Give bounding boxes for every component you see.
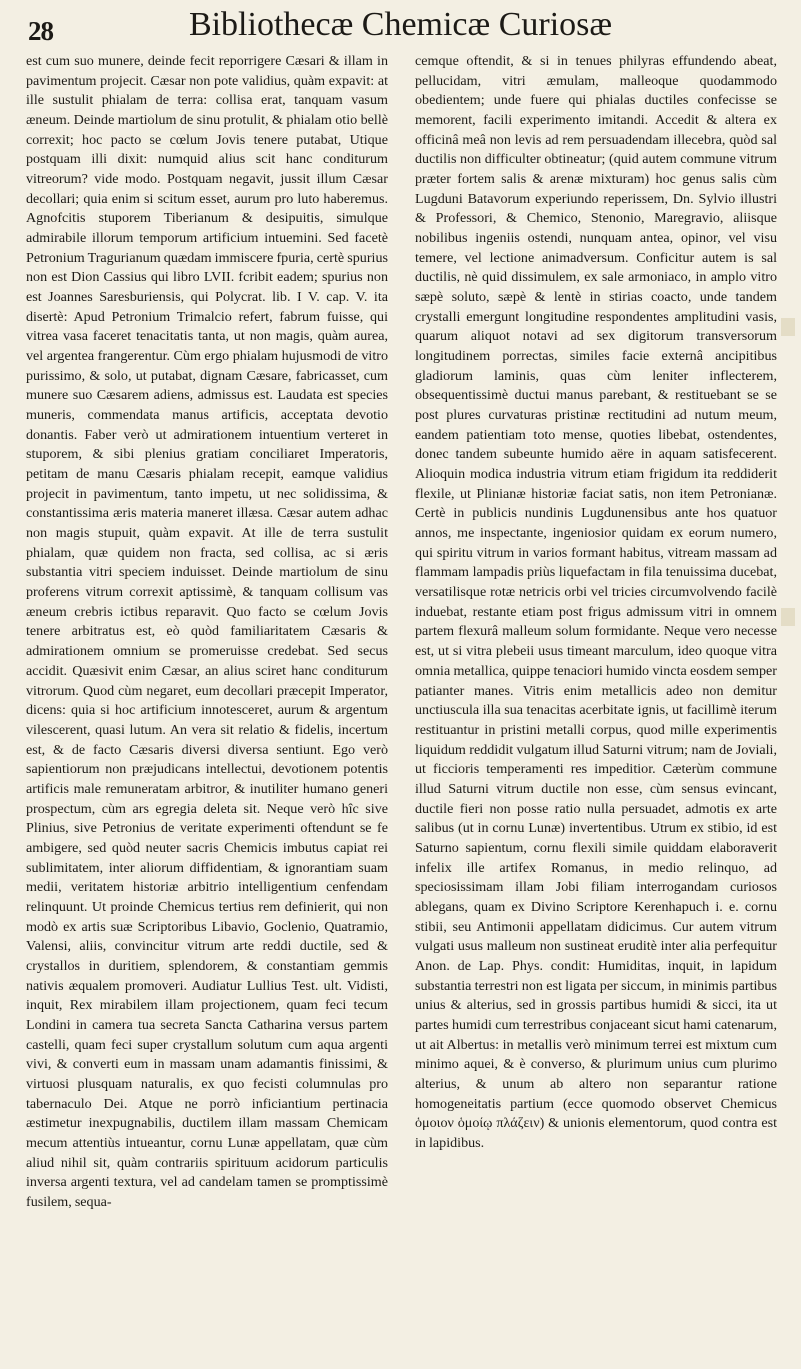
- page-header: [26, 6, 775, 52]
- text-columns: [26, 52, 777, 1360]
- page-edge-mark: [781, 318, 795, 336]
- right-column-text: cemque oftendit, & si in tenues philyras effundendo abeat, pellucidam, vitri æmulam, malleoque quodammodo obedientem; unde fuere qui phialas ductiles confecisse se memorent, facili experimento imitandi. Accedit & altera ex officinâ meâ non levis ad rem persuadendam illecebra, quòd sal ductilis non difficulter obtineatur; (quid autem commune vitrum præter fortem salis & arenæ mixturam) hoc genus salis cùm Lugduni Batavorum experiundo reperissem, Dn. Sylvio illustri & Professori, & Chemico, Stenonio, Maregravio, aliisque nobilibus ingeniis ostendi, nunquam antea, opinor, vel visu temere, vel lectione animadversum. Conficitur autem is sal ductilis, nè quid dissimulem, ex sale armoniaco, in amplo vitro sæpè soluto, sæpè & lentè in stirias coacto, unde tandem crystalli emergunt longitudine respondentes amplitudini vasis, quarum aliquot notavi ad sex digitorum transversorum longitudinem porrectas, similes facie externâ ancipitibus gladiorum laminis, quas cùm leniter inflecterem, obsequentissimè ductui manus parebant, & restituebant se se post plures curvaturas pristinæ rectitudini ad nutum meum, eandem patientiam toto mense, quoties libebat, ostendentes, donec tandem subeunte humido aëre in aquam satisfecerent. Alioquin modica industria vitrum etiam frigidum ita reddiderit flexile, ut Plinianæ historiæ faciat satis, non item Petronianæ. Certè in publicis nundinis Lugdunensibus ante hos quatuor annos, me inspectante, ingeniosior quidam ex eorum numero, qui spiritu vitrum in varios formant habitus, vitream massam ad flammam lampadis priùs liquefactam in fila tenuissima ducebat, versatilisque rotæ netricis orbi vel tricies circumvolvendo facilè induebat, restante etiam post frigus admissum vitri in omnem partem flexurâ malleum solum formidante. Neque vero necesse est, ut si vitra plebeii usus timeant marculum, ideo quoque vitra omnia metallica, quippe tenaciori humido vincta eosdem semper patianter manes. Vitris enim metallicis adeo non demitur unctiusculа illa sua tenacitas acerbitate ignis, ut facillimè iterum restituantur in pristini metalli corpus, quod mille experimentis liquidum reddidit vulgatum illud Saturni vitrum; nam de Joviali, ut ficcioris temperamenti res impeditior. Cæterùm commune illud Saturni vitrum ductile non esse, cùm sensus evincant, ductile fieri non posse ratio nulla persuadet, admotis ex arte salibus (ut in cornu Lunæ) invertentibus. Utrum ex stibio, id est Saturno sapientum, cornu flexili simile quiddam elaboraverit infelix ille artifex Romanus, in medio relinquo, ad speciosissimam illam Jobi filiam interrogandam curiosos ablegans, quam ex Divino Scriptore Kerenhapuch i. e. cornu stibii, seu Antimonii appellatam didicimus. Cur autem vitrum vulgati usus malleum non sustineat eruditè inter alia perfequitur Anon. de Lap. Phys. condit: Humiditas, inquit, in lapidum substantia terrestri non est ligata per siccum, in minimis partibus unius & alterius, sed in grossis partibus humidi & sicci, ita ut partes humidi cum terrestribus conjaceant sicut hami catenarum, ut ait Albertus: in metallis verò minimum terrei est mixtum cum minimo aquei, & è converso, & plurimum unius cum plurimo alterius, & unum ab altero non separantur ratione homogeneitatis partium (ecce quomodo observet Chemicus ὁμοιον ὁμοίῳ πλάζειν) & unionis elementorum, quod contra est in lapidibus.: [415, 53, 777, 1151]
- page-number: 28: [28, 16, 53, 46]
- left-column-text: est cum suo munere, deinde fecit reporrigere Cæsari & illam in pavimentum projecit. Cæsar non pote validius, quàm expavit: at ille sustulit phialam de terra: collisa erat, tanquam vasum æneum. Deinde martiolum de sinu protulit, & phialam otio bellè correxit; hoc pacto se cœlum Jovis tenere putabat, Utique postquam illi dixit: numquid alius scit hanc conditurum vitreorum? vide modo. Postquam negavit, jussit illum Cæsar decollari; quia enim si scitum esset, aurum pro luto haberemus. Agnofcitis stuporem Tiberianum & desipuitis, simulque admirabile illorum temporum artificium intuemini. Sed facetè Petronium Tragurianum quædam immiscere fpuria, certè spurius non est Dion Cassius qui libro LVII. fcribit eadem; spurius non est Joannes Saresburiensis, qui Polycrat. lib. I V. cap. V. ita disertè: Apud Petronium Trimalcio refert, fabrum fuisse, qui vitrea vasa faceret tenacitatis tanta, ut non magis, quàm aurea, vel argentea frangerentur. Cùm ergo phialam hujusmodi de vitro purissimo, & solo, ut putabat, dignam Cæsare, fabricasset, cum munere suo Cæsarem adiens, admissus est. Laudata est species muneris, commendata manus artificis, acceptata devotio donantis. Faber verò ut admirationem intuentium verteret in stuporem, & sibi plenius gratiam conciliaret Imperatoris, petitam de manu Cæsaris phialam recepit, eamque validius projecit in pavimentum, tanto impetu, ut nec solidissima, & constantissima æris materia maneret illæsa. Cæsar autem adhac non magis stupuit, quàm expavit. At ille de terra sustulit phialam, quæ quidem non fracta, sed collisa, ac si æris substantia vitri speciem induisset. Deinde martiolum de sinu proferens vitrum correxit aptissimè, & tanquam collisum vas æneum crebris ictibus reparavit. Quo facto se cœlum Jovis tenere arbitratus est, eò quòd familiaritatem Cæsaris & admirationem omnium se promeruisse credebat. Sed secus accidit. Quæsivit enim Cæsar, an alius sciret hanc conditurum vitrorum. Quod cùm negaret, eum decollari præcepit Imperator, dicens: quia si hoc artificium innotesceret, aurum & argentum vilescerent, quasi lutum. An vera sit relatio & fidelis, incertum est, & de facto Cæsaris diversi diversa sentiunt. Ego verò sapientiorum non præjudicans intellectui, devotionem potentis artificis male remuneratam arbitror, & inutiliter humano generi prospectum, cùm ars egregia deleta sit. Neque verò hîc sive Plinius, sive Petronius de veritate experimenti oftendunt se fe ambigere, sed quòd neuter sacris Chemicis imbutus capiat rei sublimitatem, inter aliorum diffidentiam, & ignorantiam suam medii, veritatem historiæ arbitrio intelligentium cenfendam relinquunt. Ut proinde Chemicus tertius rem definierit, qui non modò ex artis suæ Scriptoribus Libavio, Goclenio, Quatramio, Valensi, aliis, convincitur vitrum arte reddi ductile, sed & crystallos in duritiem, splendorem, & constantiam gemmis nativis æqualem promoveri. Audiatur Lullius Test. ult. Vidisti, inquit, Rex mirabilem illam projectionem, quam feci tecum Londini in camera tua secreta Sancta Catharina versus partem castelli, quam feci super crystallum solutum cum aqua argenti vivi, & converti eum in massam unam adamantis finissimi, & virtuosi plusquam naturalis, ex quo fecisti columnulas pro tabernaculo Dei. Atque ne porrò inficiantium pertinacia æstimetur inexpugnabilis, ductilem illam massam Chemicam mecum attentiùs intueantur, cornu Lunæ appellatam, quæ cùm aliud nihil sit, quàm contrariis spirituum acidorum particulis inversa argenti textura, vel ad candelam tamen se promptissimè fusilem, sequa-: [26, 53, 388, 1210]
- left-column: [26, 52, 388, 1360]
- page-edge-mark: [781, 608, 795, 626]
- running-title: Bibliothecæ Chemicæ Curiosæ: [188, 6, 613, 43]
- right-column: [415, 52, 777, 1360]
